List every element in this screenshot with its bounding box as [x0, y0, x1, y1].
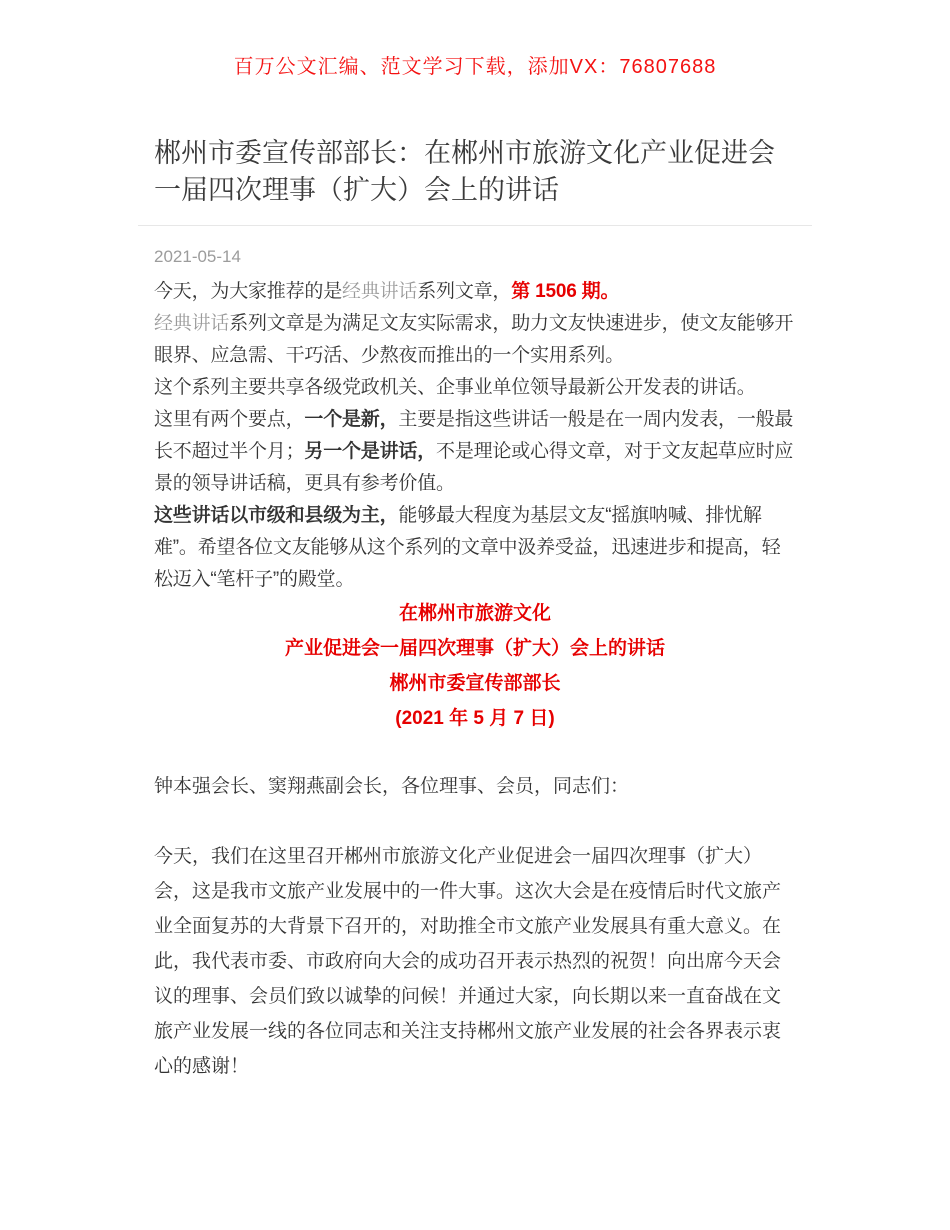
text-segment: 今天，为大家推荐的是 [154, 281, 343, 302]
text-segment: 不是理论或心得文章，对于文友起草应时应景的领导讲话稿，更具有参考价值。 [154, 441, 794, 494]
issue-number: 第 1506 期。 [511, 281, 620, 302]
speech-title-line-2: 产业促进会一届四次理事（扩大）会上的讲话 [284, 638, 665, 659]
key-point: 另一个是讲话， [304, 441, 437, 462]
intro-section [138, 276, 812, 596]
speech-section [138, 596, 812, 1084]
key-point: 这些讲话以市级和县级为主， [154, 505, 399, 526]
title-divider [138, 225, 812, 226]
text-segment: 主要是指这些讲话一般是在一周内发表，一般最长不超过半个月； [154, 409, 794, 462]
series-tag: 经典讲话 [154, 313, 230, 334]
text-segment: 能够最大程度为基层文友“摇旗呐喊、排忧解难”。希望各位文友能够从这个系列的文章中汲养受益，迅速进步和提高，轻松迈入“笔杆子”的殿堂。 [154, 505, 781, 590]
key-point: 一个是新， [304, 409, 399, 430]
article [138, 135, 812, 1084]
article-title: 郴州市委宣传部部长：在郴州市旅游文化产业促进会一届四次理事（扩大）会上的讲话 [154, 138, 775, 205]
intro-paragraph-3 [154, 372, 796, 404]
text-segment: 系列文章是为满足文友实际需求，助力文友快速进步，使文友能够开眼界、应急需、干巧活、少熬夜而推出的一个实用系列。 [154, 313, 794, 366]
speech-date: (2021 年 5 月 7 日) [395, 708, 555, 729]
speech-greeting: 钟本强会长、窦翔燕副会长，各位理事、会员，同志们： [154, 776, 630, 797]
speech-paragraph-1: 今天，我们在这里召开郴州市旅游文化产业促进会一届四次理事（扩大）会，这是我市文旅产业发展中的一件大事。这次大会是在疫情后时代文旅产业全面复苏的大背景下召开的，对助推全市文旅产业发展具有重大意义。在此，我代表市委、市政府向大会的成功召开表示热烈的祝贺！向出席今天会议的理事、会员们致以诚挚的问候！并通过大家，向长期以来一直奋战在文旅产业发展一线的各位同志和关注支持郴州文旅产业发展的社会各界表示衷心的感谢！ [154, 846, 782, 1077]
speech-title-line-1: 在郴州市旅游文化 [398, 603, 551, 624]
series-tag: 经典讲话 [342, 281, 418, 302]
promo-banner [0, 0, 950, 79]
intro-paragraph-2 [154, 308, 796, 372]
publish-date: 2021-05-14 [154, 247, 241, 266]
intro-paragraph-4 [154, 404, 796, 500]
intro-paragraph-1 [154, 276, 796, 308]
text-segment: 系列文章， [417, 281, 512, 302]
text-segment: 这个系列主要共享各级党政机关、企事业单位领导最新公开发表的讲话。 [154, 377, 756, 398]
promo-banner-text: 百万公文汇编、范文学习下载，添加VX：76807688 [233, 56, 717, 78]
speech-speaker: 郴州市委宣传部部长 [389, 673, 561, 694]
text-segment: 这里有两个要点， [154, 409, 305, 430]
intro-paragraph-5 [154, 500, 796, 596]
